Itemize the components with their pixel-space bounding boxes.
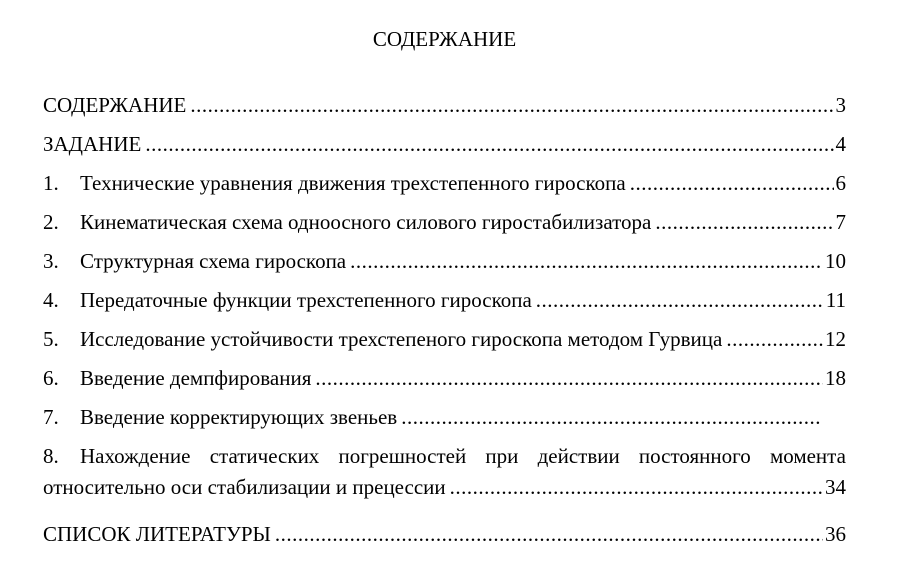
toc-entry-page: 4 bbox=[835, 132, 846, 156]
dot-leader bbox=[190, 92, 833, 118]
toc-entry-references bbox=[43, 521, 846, 560]
toc-entry-word: постоянного bbox=[638, 444, 751, 468]
toc-entry-6 bbox=[43, 365, 846, 404]
toc-entry-line-1 bbox=[43, 443, 846, 474]
toc-entry-label: Исследование устойчивости трехстепеного гироскопа методом Гурвица bbox=[80, 327, 723, 351]
toc-entry-word: действии bbox=[537, 444, 620, 468]
toc-entry-page: 11 bbox=[825, 288, 846, 312]
toc-entry-page: 6 bbox=[835, 171, 846, 195]
toc-entry-word: погрешностей bbox=[338, 444, 467, 468]
toc-entry-page: 7 bbox=[835, 210, 846, 234]
dot-leader bbox=[630, 170, 834, 196]
toc-entry-number: 2. bbox=[43, 210, 59, 234]
toc-entry-number: 3. bbox=[43, 249, 59, 273]
toc-entry-label-line-1 bbox=[80, 443, 846, 469]
toc-entry-line-2 bbox=[43, 474, 846, 500]
toc-entry-word: Нахождение bbox=[80, 444, 191, 468]
toc-entry-label: Технические уравнения движения трехстепенного гироскопа bbox=[80, 171, 626, 195]
toc-entry-page: 36 bbox=[825, 522, 846, 546]
dot-leader bbox=[350, 248, 823, 274]
dot-leader bbox=[536, 287, 824, 313]
toc-entry-page: 3 bbox=[835, 93, 846, 117]
toc-entry-number: 1. bbox=[43, 171, 59, 195]
dot-leader bbox=[315, 365, 823, 391]
dot-leader bbox=[275, 521, 823, 547]
page-title: СОДЕРЖАНИЕ bbox=[372, 27, 517, 51]
dot-leader bbox=[726, 326, 823, 352]
toc-entry-contents bbox=[43, 92, 846, 131]
toc-entry-label: Введение корректирующих звеньев bbox=[80, 405, 398, 429]
dot-leader bbox=[655, 209, 833, 235]
toc-entry-number: 4. bbox=[43, 288, 59, 312]
toc-entry-label: Структурная схема гироскопа bbox=[80, 249, 347, 273]
dot-leader bbox=[401, 404, 820, 430]
toc-entry-page: 34 bbox=[825, 475, 846, 499]
toc-entry-label: СПИСОК ЛИТЕРАТУРЫ bbox=[43, 522, 271, 546]
toc-entry-task bbox=[43, 131, 846, 170]
toc-entry-word: момента bbox=[769, 444, 846, 468]
toc-entry-label: СОДЕРЖАНИЕ bbox=[43, 93, 187, 117]
toc-entry-page: 10 bbox=[825, 249, 846, 273]
toc-entry-5 bbox=[43, 326, 846, 365]
dot-leader bbox=[450, 474, 823, 500]
toc-entry-label: Передаточные функции трехстепенного гироскопа bbox=[80, 288, 532, 312]
document-page bbox=[43, 0, 846, 563]
toc-entry-word: при bbox=[485, 444, 519, 468]
toc-entry-2 bbox=[43, 209, 846, 248]
toc-entry-number: 6. bbox=[43, 366, 59, 390]
toc-entry-number: 5. bbox=[43, 327, 59, 351]
toc-entry-number: 7. bbox=[43, 405, 59, 429]
toc-entry-label: Введение демпфирования bbox=[80, 366, 312, 390]
toc-entry-label: Кинематическая схема одноосного силового гиростабилизатора bbox=[80, 210, 652, 234]
table-of-contents bbox=[43, 92, 846, 560]
toc-entry-label: ЗАДАНИЕ bbox=[43, 132, 142, 156]
toc-entry-page: 18 bbox=[825, 366, 846, 390]
toc-entry-1 bbox=[43, 170, 846, 209]
toc-entry-label-line-2: относительно оси стабилизации и прецессии bbox=[43, 475, 446, 499]
dot-leader bbox=[145, 131, 833, 157]
toc-entry-word: статических bbox=[209, 444, 320, 468]
toc-entry-number: 8. bbox=[43, 444, 59, 468]
toc-entry-8 bbox=[43, 443, 846, 521]
toc-entry-page: 12 bbox=[825, 327, 846, 351]
toc-entry-7 bbox=[43, 404, 846, 443]
toc-entry-4 bbox=[43, 287, 846, 326]
toc-entry-3 bbox=[43, 248, 846, 287]
